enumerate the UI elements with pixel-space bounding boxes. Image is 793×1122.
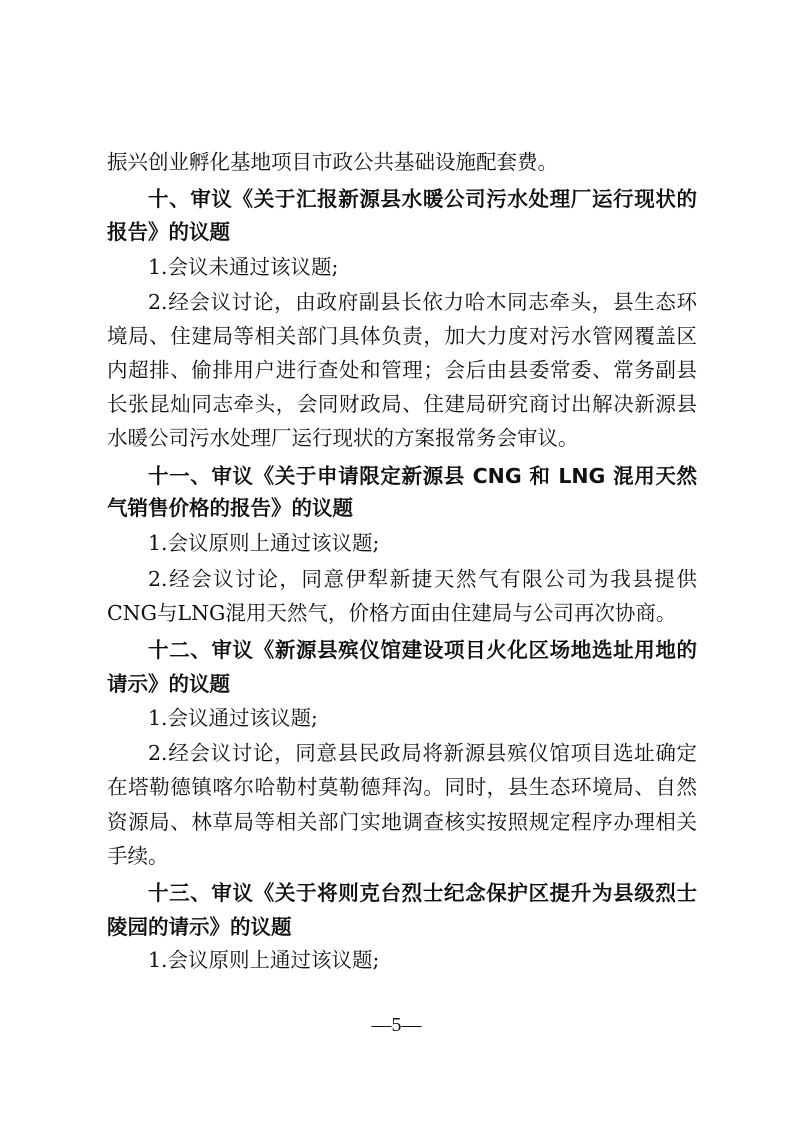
- agenda-heading-10-cont: 报告》的议题: [107, 220, 230, 244]
- body-text-line: 2.经会议讨论，同意伊犁新捷天然气有限公司为我县提供: [148, 567, 697, 591]
- body-text-line: 境局、住建局等相关部门具体负责，加大力度对污水管网覆盖区: [107, 324, 697, 348]
- agenda-heading-11-cont: 气销售价格的报告》的议题: [107, 496, 353, 520]
- body-text-line: 2.经会议讨论，由政府副县长依力哈木同志牵头，县生态环: [148, 290, 697, 314]
- body-text-line: 振兴创业孵化基地项目市政公共基础设施配套费。: [107, 150, 558, 174]
- body-text-line: 手续。: [107, 844, 169, 868]
- resolution-item: 1.会议未通过该议题;: [148, 255, 339, 279]
- body-text-line: CNG与LNG混用天然气，价格方面由住建局与公司再次协商。: [107, 601, 677, 625]
- body-text-line: 在塔勒德镇喀尔哈勒村莫勒德拜沟。同时，县生态环境局、自然: [107, 775, 697, 799]
- agenda-heading-12-cont: 请示》的议题: [107, 672, 230, 696]
- body-text-line: 长张昆灿同志牵头，会同财政局、住建局研究商讨出解决新源县: [107, 392, 697, 416]
- agenda-heading-13-cont: 陵园的请示》的议题: [107, 915, 292, 939]
- agenda-heading-10: 十、审议《关于汇报新源县水暖公司污水处理厂运行现状的: [148, 187, 697, 211]
- body-text-line: 2.经会议讨论，同意县民政局将新源县殡仪馆项目选址确定: [148, 741, 697, 765]
- resolution-item: 1.会议通过该议题;: [148, 706, 318, 730]
- body-text-line: 水暖公司污水处理厂运行现状的方案报常务会审议。: [107, 426, 579, 450]
- body-text-line: 内超排、偷排用户进行查处和管理；会后由县委常委、常务副县: [107, 358, 697, 382]
- page-number: —5—: [371, 1014, 422, 1036]
- resolution-item: 1.会议原则上通过该议题;: [148, 948, 380, 972]
- resolution-item: 1.会议原则上通过该议题;: [148, 531, 380, 555]
- agenda-heading-11: 十一、审议《关于申请限定新源县 CNG 和 LNG 混用天然: [148, 464, 697, 488]
- agenda-heading-12: 十二、审议《新源县殡仪馆建设项目火化区场地选址用地的: [148, 638, 697, 662]
- body-text-line: 资源局、林草局等相关部门实地调查核实按照规定程序办理相关: [107, 810, 697, 834]
- agenda-heading-13: 十三、审议《关于将则克台烈士纪念保护区提升为县级烈士: [148, 881, 697, 905]
